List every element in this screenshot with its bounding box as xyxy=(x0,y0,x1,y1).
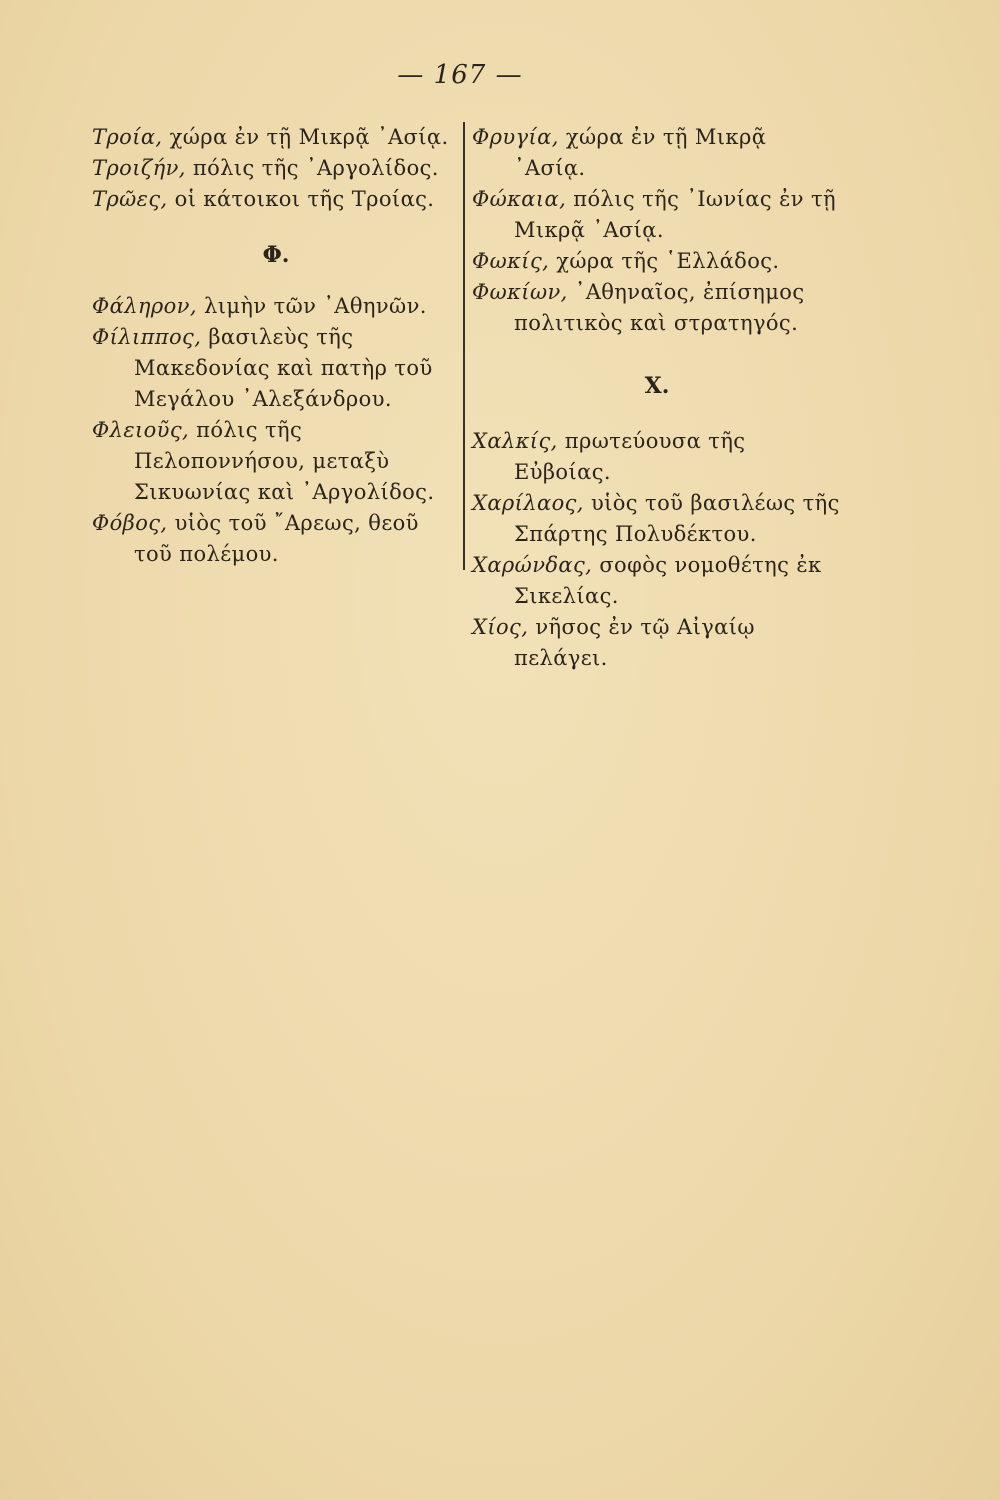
glossary-entry xyxy=(92,291,460,322)
glossary-entry xyxy=(472,550,842,612)
entry-term: Χαλκίς, xyxy=(472,429,558,453)
entry-definition: ᾿Αθηναῖος, ἐπίσημος πολιτικὸς καὶ στρατηγός. xyxy=(514,280,805,335)
entry-definition: λιμὴν τῶν ᾿Αθηνῶν. xyxy=(204,294,427,318)
entry-term: Τροία, xyxy=(92,125,163,149)
glossary-entry xyxy=(472,184,842,246)
entry-definition: νῆσος ἐν τῷ Αἰγαίῳ πελάγει. xyxy=(514,615,755,670)
entry-definition: χώρα τῆς ῾Ελλάδος. xyxy=(556,249,780,273)
section-letter-heading: Φ. xyxy=(262,242,290,268)
glossary-entry xyxy=(92,184,460,215)
entry-term: Φάληρον, xyxy=(92,294,197,318)
glossary-entry xyxy=(472,612,842,674)
entry-definition: πόλις τῆς ᾿Αργολίδος. xyxy=(192,156,439,180)
glossary-entry xyxy=(92,153,460,184)
page-number: — 167 — xyxy=(397,60,523,90)
entry-definition: υἱὸς τοῦ ῎Αρεως, θεοῦ τοῦ πολέμου. xyxy=(134,511,419,566)
entry-definition: χώρα ἐν τῇ Μικρᾷ ᾿Ασίᾳ. xyxy=(169,125,449,149)
entry-definition: χώρα ἐν τῇ Μικρᾷ ᾿Ασίᾳ. xyxy=(514,125,767,180)
entry-term: Τροιζήν, xyxy=(92,156,186,180)
glossary-entry xyxy=(472,488,842,550)
glossary-entry xyxy=(92,508,460,570)
entry-term: Τρῶες, xyxy=(92,187,168,211)
glossary-entry xyxy=(472,246,842,277)
glossary-entry xyxy=(92,322,460,415)
entry-definition: βασιλεὺς τῆς Μακεδονίας καὶ πατὴρ τοῦ Μεγάλου ᾿Αλεξάνδρου. xyxy=(134,325,433,411)
entry-definition: πόλις τῆς Πελοποννήσου, μεταξὺ Σικυωνίας καὶ ᾿Αργολίδος. xyxy=(134,418,435,504)
right-column xyxy=(472,122,842,674)
entry-definition: πρωτεύουσα τῆς Εὐβοίας. xyxy=(514,429,746,484)
glossary-entry xyxy=(92,122,460,153)
entry-definition: σοφὸς νομοθέτης ἐκ Σικελίας. xyxy=(514,553,822,608)
entry-term: Φωκίων, xyxy=(472,280,568,304)
glossary-entry xyxy=(472,277,842,339)
entry-term: Φώκαια, xyxy=(472,187,567,211)
entry-term: Φλειοῦς, xyxy=(92,418,190,442)
section-letter-heading: Χ. xyxy=(644,373,670,399)
entry-term: Χαρώνδας, xyxy=(472,553,593,577)
entry-definition: οἱ κάτοικοι τῆς Τροίας. xyxy=(174,187,435,211)
glossary-entry xyxy=(472,426,842,488)
entry-term: Χίος, xyxy=(472,615,529,639)
entry-term: Φρυγία, xyxy=(472,125,559,149)
glossary-entry xyxy=(472,122,842,184)
entry-term: Φόβος, xyxy=(92,511,168,535)
entry-definition: υἱὸς τοῦ βασιλέως τῆς Σπάρτης Πολυδέκτου. xyxy=(514,491,840,546)
entry-definition: πόλις τῆς ᾿Ιωνίας ἐν τῇ Μικρᾷ ᾿Ασίᾳ. xyxy=(514,187,836,242)
left-column xyxy=(92,122,460,570)
entry-term: Χαρίλαος, xyxy=(472,491,584,515)
glossary-entry xyxy=(92,415,460,508)
column-divider xyxy=(463,122,465,570)
entry-term: Φωκίς, xyxy=(472,249,550,273)
entry-term: Φίλιππος, xyxy=(92,325,202,349)
